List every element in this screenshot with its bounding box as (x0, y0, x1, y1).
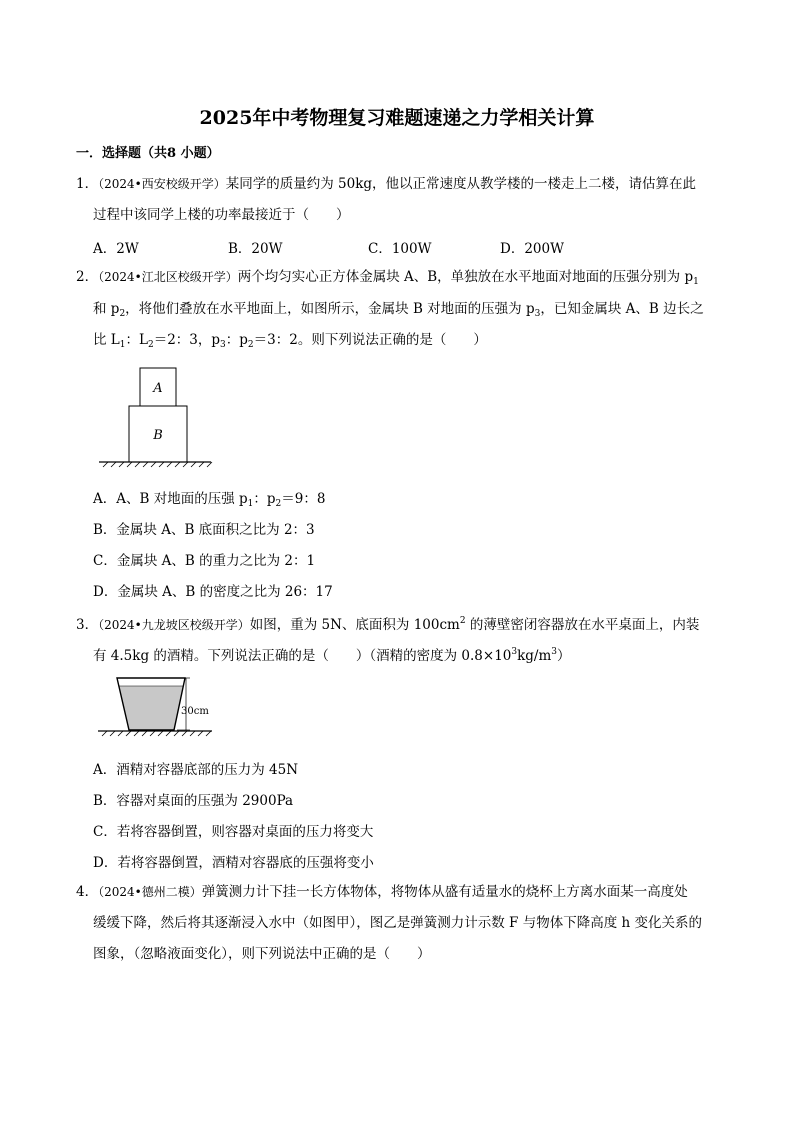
option-text: A．A、B 对地面的压强 p (93, 491, 248, 507)
subscript: 1 (247, 499, 254, 509)
height-label: 30cm (181, 706, 209, 717)
question-number: 4． (76, 884, 99, 900)
option-a: A．2W (93, 241, 139, 257)
subscript: 1 (693, 277, 699, 287)
question-text: 某同学的质量约为 50kg，他以正常速度从教学楼的一楼走上二楼，请估算在此 (225, 176, 697, 192)
page-title: 2025年中考物理复习难题速递之力学相关计算 (199, 107, 595, 129)
option-text: ＝9：8 (281, 491, 326, 507)
question-number: 3． (76, 617, 99, 633)
option-a: A．酒精对容器底部的压力为 45N (93, 762, 299, 778)
question-1-line-2: 过程中该同学上楼的功率最接近于（ ） (93, 207, 350, 223)
subscript: 3 (220, 340, 226, 350)
stacked-blocks-figure (95, 365, 215, 470)
question-4-line-3: 图象，（忽略液面变化），则下列说法中正确的是（ ） (93, 946, 431, 962)
option-b: B．容器对桌面的压强为 2900Pa (93, 793, 294, 809)
question-text: ） (557, 648, 571, 664)
question-text: ，已知金属块 A、B 边长之 (540, 301, 704, 317)
option-a (93, 487, 325, 509)
block-a-label: A (153, 381, 163, 396)
superscript: 3 (551, 647, 558, 657)
block-b-label: B (153, 428, 163, 443)
option-c: C．100W (368, 241, 432, 257)
superscript: 3 (511, 647, 518, 657)
question-text: ＝2：3，p (153, 332, 221, 348)
question-text: ：p (225, 332, 248, 348)
question-3-line-1 (76, 612, 699, 634)
question-text: 如图，重为 5N、底面积为 100cm (249, 617, 460, 633)
question-2-line-1 (76, 268, 699, 291)
question-1-line-1 (76, 175, 696, 193)
ground-hatching (103, 462, 212, 467)
question-text: 两个均匀实心正方体金属块 A、B，单独放在水平地面对地面的压强分别为 p (237, 269, 694, 285)
question-text: ，将他们叠放在水平地面上，如图所示，金属块 B 对地面的压强为 p (125, 301, 535, 317)
option-c: C．若将容器倒置，则容器对桌面的压力将变大 (93, 824, 374, 840)
question-number: 2． (76, 269, 99, 285)
question-source: （2024•西安校级开学） (98, 177, 226, 191)
question-text: 有 4.5kg 的酒精。下列说法正确的是（ ）（酒精的密度为 0.8×10 (93, 648, 512, 664)
option-b: B．金属块 A、B 底面积之比为 2：3 (93, 522, 315, 538)
question-text: ：L (125, 332, 148, 348)
section-heading: 一．选择题（共8 小题） (76, 146, 220, 161)
subscript: 2 (119, 309, 126, 319)
subscript: 2 (275, 499, 282, 509)
subscript: 1 (119, 340, 126, 350)
question-4-line-1 (76, 883, 688, 901)
option-c: C．金属块 A、B 的重力之比为 2：1 (93, 553, 316, 569)
superscript: 2 (459, 616, 466, 626)
question-2-line-3 (93, 331, 487, 354)
question-3-line-2 (93, 643, 571, 665)
option-d: D．若将容器倒置，酒精对容器底的压强将变小 (93, 855, 374, 871)
table-hatching (102, 731, 211, 736)
question-text: 和 p (93, 301, 120, 317)
subscript: 2 (147, 340, 154, 350)
question-text: ＝3：2。则下列说法正确的是（ ） (253, 332, 487, 348)
question-4-line-2: 缓缓下降，然后将其逐渐浸入水中（如图甲），图乙是弹簧测力计示数 F 与物体下降高度 h 变化关系的 (93, 915, 702, 931)
option-b: B．20W (228, 241, 283, 257)
question-text: kg/m (517, 648, 552, 664)
alcohol-liquid (119, 686, 183, 730)
question-number: 1． (76, 176, 99, 192)
question-text: 比 L (93, 332, 120, 348)
subscript: 2 (247, 340, 254, 350)
question-text: 弹簧测力计下挂一长方体物体，将物体从盛有适量水的烧杯上方离水面某一高度处 (201, 884, 688, 900)
option-text: ：p (253, 491, 276, 507)
question-source: （2024•九龙坡区校级开学） (98, 618, 250, 632)
question-text: 的薄壁密闭容器放在水平桌面上，内装 (465, 617, 700, 633)
subscript: 3 (534, 309, 541, 319)
question-2-line-2 (93, 300, 704, 323)
option-d: D．金属块 A、B 的密度之比为 26：17 (93, 584, 333, 600)
question-source: （2024•江北区校级开学） (98, 270, 238, 284)
question-source: （2024•德州二模） (98, 885, 202, 899)
container-figure (98, 675, 218, 740)
option-d: D．200W (500, 241, 564, 257)
